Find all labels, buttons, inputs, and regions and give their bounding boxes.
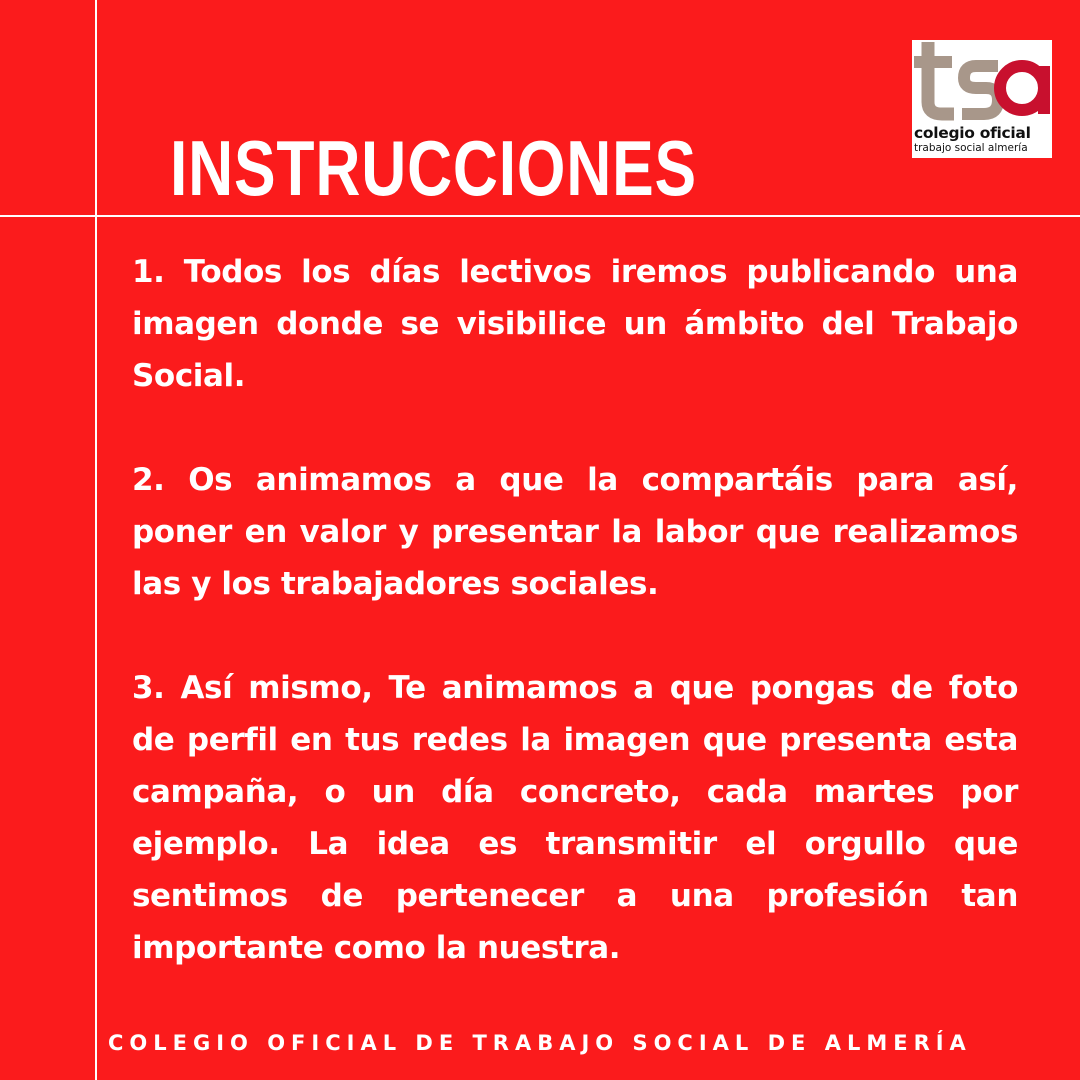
logo-text-colegio-oficial: colegio oficial — [914, 124, 1031, 142]
logo-text-trabajo-social: trabajo social almería — [914, 142, 1028, 154]
instructions-body — [132, 246, 1018, 974]
vertical-divider-line — [95, 0, 97, 1080]
instruction-paragraph-2: 2. Os animamos a que la compartáis para así, poner en valor y presentar la labor que realizamos las y los trabajadores sociales. — [132, 462, 1018, 602]
footer-organization-name: COLEGIO OFICIAL DE TRABAJO SOCIAL DE ALMERÍA — [108, 1031, 972, 1055]
instruction-paragraph-1: 1. Todos los días lectivos iremos publicando una imagen donde se visibilice un ámbito del Trabajo Social. — [132, 254, 1018, 394]
page-title: INSTRUCCIONES — [170, 124, 697, 212]
instruction-paragraph-3: 3. Así mismo, Te animamos a que pongas de foto de perfil en tus redes la imagen que presenta esta campaña, o un día concreto, cada martes por ejemplo. La idea es transmitir el orgullo que sentimos de pertenecer a una profesión tan importante como la nuestra. — [132, 670, 1018, 966]
tsa-logo-mark — [912, 40, 1052, 126]
tsa-logo — [912, 40, 1052, 158]
